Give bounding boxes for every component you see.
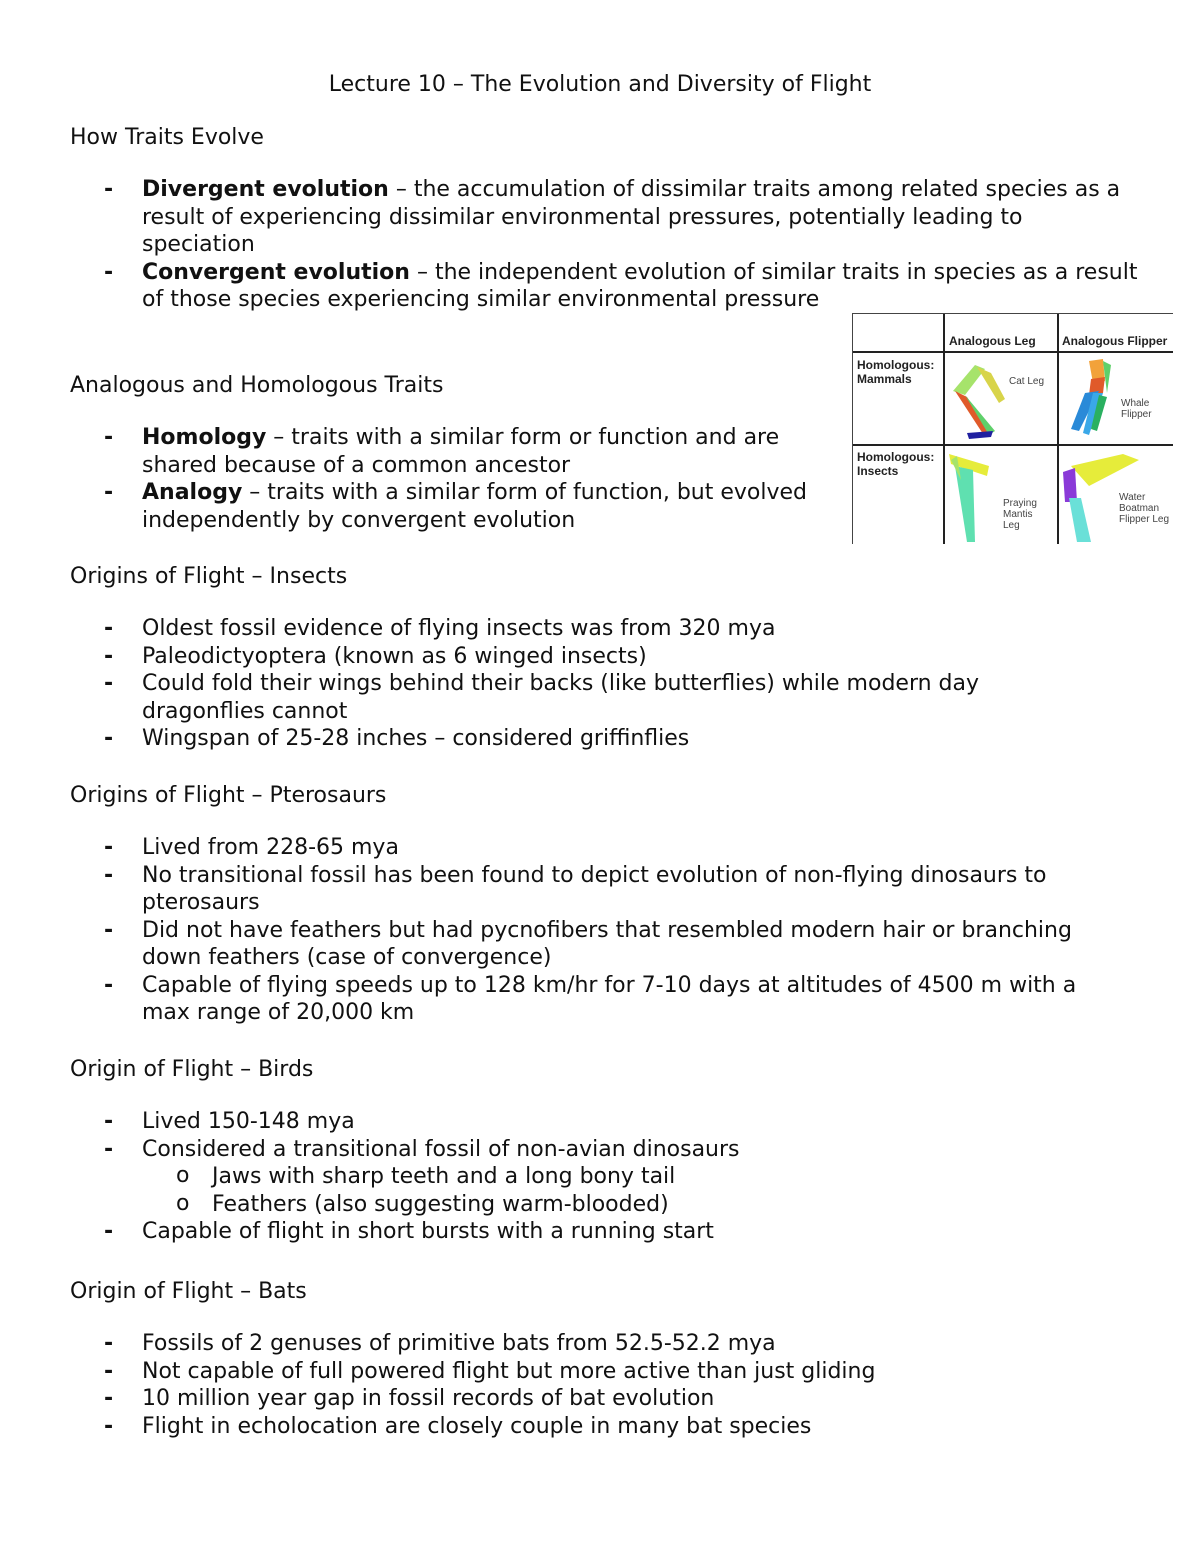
row-header-insects: Homologous: Insects xyxy=(857,450,935,478)
list-item: - Oldest fossil evidence of flying insects was from 320 mya xyxy=(70,615,1070,643)
sub-list-item: o Feathers (also suggesting warm-blooded) xyxy=(142,1191,1140,1219)
section-origin-birds xyxy=(70,1056,1140,1246)
list-item: - Fossils of 2 genuses of primitive bats from 52.5-52.2 mya xyxy=(70,1330,1140,1358)
list-item: - Paleodictyoptera (known as 6 winged insects) xyxy=(70,643,1070,671)
cat-leg-label: Cat Leg xyxy=(1009,376,1045,387)
section-heading: Origin of Flight – Bats xyxy=(70,1279,307,1304)
page-title: Lecture 10 – The Evolution and Diversity of Flight xyxy=(328,72,872,97)
list-item xyxy=(70,259,1142,314)
definition: – traits with a similar form of function, but evolved independently by convergent evolution xyxy=(142,480,808,533)
list-item-text: Considered a transitional fossil of non-avian dinosaurs xyxy=(142,1136,740,1162)
list-item xyxy=(70,424,830,479)
list-item xyxy=(70,176,1142,259)
term: Divergent evolution xyxy=(142,177,389,202)
section-origins-insects xyxy=(70,563,1140,753)
section-heading: Analogous and Homologous Traits xyxy=(70,373,444,398)
mantis-leg-label: Praying Mantis Leg xyxy=(1003,498,1037,531)
water-boatman-label: Water Boatman Flipper Leg xyxy=(1119,492,1170,525)
list-item: - Wingspan of 25-28 inches – considered griffinflies xyxy=(70,725,1070,753)
column-header-leg: Analogous Leg xyxy=(949,334,1036,348)
term: Analogy xyxy=(142,480,243,505)
bullet-list xyxy=(70,834,1130,1027)
section-how-traits-evolve xyxy=(70,124,1140,314)
row-header-mammals: Homologous: Mammals xyxy=(857,358,935,386)
bullet-list xyxy=(70,615,1070,753)
section-analogous-homologous xyxy=(70,372,830,534)
section-origin-bats xyxy=(70,1278,1140,1440)
bullet-list xyxy=(70,1108,1140,1246)
term: Homology xyxy=(142,425,267,450)
homologous-analogous-figure xyxy=(852,313,1173,544)
list-item: - Could fold their wings behind their backs (like butterflies) while modern day dragonflies cannot xyxy=(70,670,1070,725)
column-header-flipper: Analogous Flipper xyxy=(1062,334,1168,348)
section-heading: Origins of Flight – Pterosaurs xyxy=(70,783,387,808)
sub-list xyxy=(142,1163,1140,1218)
list-item: - Capable of flying speeds up to 128 km/hr for 7-10 days at altitudes of 4500 m with a max range of 20,000 km xyxy=(70,972,1130,1027)
term: Convergent evolution xyxy=(142,259,410,285)
whale-flipper-label: Whale Flipper xyxy=(1121,398,1152,420)
list-item: - Lived 150-148 mya xyxy=(70,1108,1140,1136)
sub-list-item: o Jaws with sharp teeth and a long bony tail xyxy=(142,1163,1140,1191)
bullet-list xyxy=(70,1330,1140,1440)
list-item: - 10 million year gap in fossil records of bat evolution xyxy=(70,1385,1140,1413)
list-item: - Lived from 228-65 mya xyxy=(70,834,1130,862)
definition: – the accumulation of dissimilar traits among related species as a result of experiencing dissimilar environmental pressures, potentially leading to speciation xyxy=(142,177,1121,257)
section-heading: How Traits Evolve xyxy=(70,125,264,150)
section-heading: Origin of Flight – Birds xyxy=(70,1057,314,1082)
section-origins-pterosaurs xyxy=(70,782,1140,1027)
definition: – traits with a similar form or function and are shared because of a common ancestor xyxy=(142,425,780,478)
list-item xyxy=(70,479,830,534)
definition: – the independent evolution of similar traits in species as a result of those species experiencing similar environmental pressure xyxy=(142,259,1138,312)
list-item: - Not capable of full powered flight but more active than just gliding xyxy=(70,1358,1140,1386)
section-heading: Origins of Flight – Insects xyxy=(70,564,348,589)
list-item xyxy=(70,1136,1140,1219)
list-item: - Did not have feathers but had pycnofibers that resembled modern hair or branching down feathers (case of convergence) xyxy=(70,917,1130,972)
cat-leg-illustration xyxy=(945,353,1057,444)
bullet-list xyxy=(70,424,830,534)
bullet-list xyxy=(70,176,1140,314)
list-item: - No transitional fossil has been found to depict evolution of non-flying dinosaurs to pterosaurs xyxy=(70,862,1130,917)
list-item: - Flight in echolocation are closely couple in many bat species xyxy=(70,1413,1140,1441)
list-item: - Capable of flight in short bursts with a running start xyxy=(70,1218,1140,1246)
